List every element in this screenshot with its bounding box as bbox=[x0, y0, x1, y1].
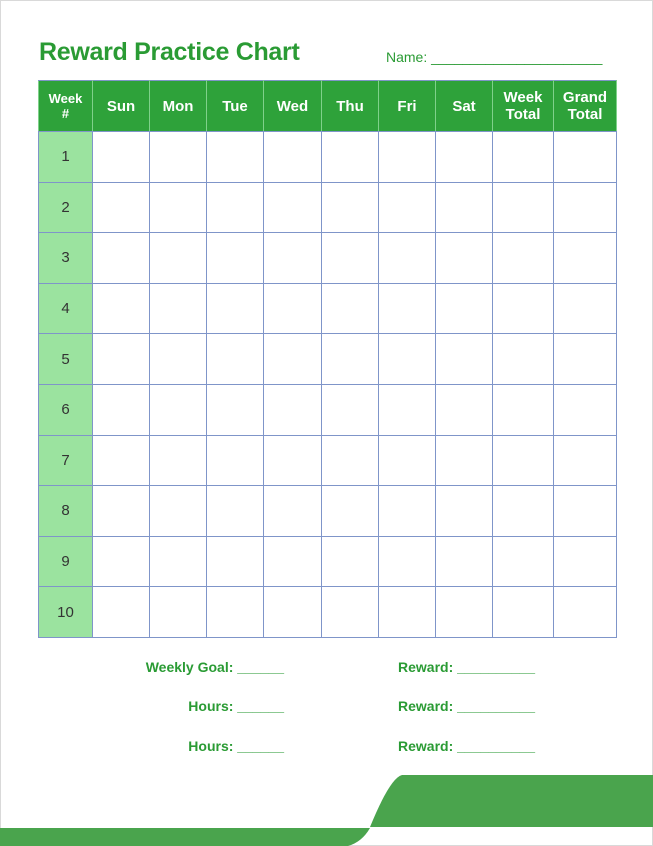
header-week-number bbox=[39, 81, 93, 132]
header-fri: Fri bbox=[379, 81, 436, 132]
entry-cell[interactable] bbox=[264, 435, 322, 486]
header-week-total-bottom: Total bbox=[505, 106, 541, 123]
header-grand-total-top: Grand bbox=[562, 89, 608, 106]
entry-cell[interactable] bbox=[436, 384, 493, 435]
table-row bbox=[39, 384, 617, 435]
week-number-cell: 10 bbox=[39, 587, 93, 638]
entry-cell[interactable] bbox=[264, 182, 322, 233]
entry-cell[interactable] bbox=[379, 283, 436, 334]
entry-cell[interactable] bbox=[93, 384, 150, 435]
hours-field-2[interactable]: Hours: ______ bbox=[188, 738, 284, 754]
entry-cell[interactable] bbox=[264, 132, 322, 183]
header-thu: Thu bbox=[322, 81, 379, 132]
entry-cell[interactable] bbox=[150, 233, 207, 284]
entry-cell[interactable] bbox=[93, 435, 150, 486]
entry-cell[interactable] bbox=[150, 536, 207, 587]
header-row bbox=[39, 81, 617, 132]
name-field[interactable]: Name: ______________________ bbox=[386, 49, 603, 65]
entry-cell[interactable] bbox=[322, 384, 379, 435]
wave-upper-shape bbox=[370, 775, 653, 827]
entry-cell[interactable] bbox=[207, 182, 264, 233]
entry-cell[interactable] bbox=[264, 233, 322, 284]
header-sat: Sat bbox=[436, 81, 493, 132]
entry-cell[interactable] bbox=[554, 233, 617, 284]
entry-cell[interactable] bbox=[93, 283, 150, 334]
entry-cell[interactable] bbox=[436, 283, 493, 334]
entry-cell[interactable] bbox=[322, 233, 379, 284]
entry-cell[interactable] bbox=[379, 486, 436, 537]
entry-cell[interactable] bbox=[93, 587, 150, 638]
entry-cell[interactable] bbox=[379, 435, 436, 486]
week-number-cell: 9 bbox=[39, 536, 93, 587]
header-week-bottom: # bbox=[61, 106, 70, 121]
header-wed: Wed bbox=[264, 81, 322, 132]
entry-cell[interactable] bbox=[554, 435, 617, 486]
entry-cell[interactable] bbox=[207, 486, 264, 537]
header-sun: Sun bbox=[93, 81, 150, 132]
page-title: Reward Practice Chart bbox=[39, 38, 300, 66]
entry-cell[interactable] bbox=[150, 384, 207, 435]
header-week-top: Week bbox=[48, 91, 83, 106]
header-grand-total-bottom: Total bbox=[567, 106, 603, 123]
entry-cell[interactable] bbox=[436, 587, 493, 638]
entry-cell[interactable] bbox=[322, 536, 379, 587]
entry-cell[interactable] bbox=[93, 334, 150, 385]
entry-cell[interactable] bbox=[436, 132, 493, 183]
reward-field-3[interactable]: Reward: __________ bbox=[398, 738, 535, 754]
entry-cell[interactable] bbox=[207, 384, 264, 435]
header-mon: Mon bbox=[150, 81, 207, 132]
entry-cell[interactable] bbox=[322, 182, 379, 233]
entry-cell[interactable] bbox=[322, 486, 379, 537]
entry-cell[interactable] bbox=[554, 132, 617, 183]
entry-cell[interactable] bbox=[493, 435, 554, 486]
entry-cell[interactable] bbox=[150, 435, 207, 486]
table-row bbox=[39, 435, 617, 486]
entry-cell[interactable] bbox=[379, 384, 436, 435]
entry-cell[interactable] bbox=[436, 536, 493, 587]
entry-cell[interactable] bbox=[264, 334, 322, 385]
week-number-cell: 7 bbox=[39, 435, 93, 486]
header-week-total-top: Week bbox=[503, 89, 543, 106]
weekly-goal-field[interactable]: Weekly Goal: ______ bbox=[145, 659, 284, 675]
table-row bbox=[39, 334, 617, 385]
entry-cell[interactable] bbox=[436, 182, 493, 233]
entry-cell[interactable] bbox=[554, 384, 617, 435]
entry-cell[interactable] bbox=[207, 233, 264, 284]
entry-cell[interactable] bbox=[554, 283, 617, 334]
entry-cell[interactable] bbox=[436, 334, 493, 385]
entry-cell[interactable] bbox=[554, 536, 617, 587]
entry-cell[interactable] bbox=[493, 233, 554, 284]
entry-cell[interactable] bbox=[436, 233, 493, 284]
entry-cell[interactable] bbox=[322, 587, 379, 638]
table-row bbox=[39, 132, 617, 183]
week-number-cell: 8 bbox=[39, 486, 93, 537]
week-number-cell: 5 bbox=[39, 334, 93, 385]
table-row bbox=[39, 283, 617, 334]
practice-chart-table bbox=[38, 80, 617, 638]
entry-cell[interactable] bbox=[150, 486, 207, 537]
entry-cell[interactable] bbox=[264, 587, 322, 638]
entry-cell[interactable] bbox=[493, 587, 554, 638]
entry-cell[interactable] bbox=[150, 283, 207, 334]
entry-cell[interactable] bbox=[493, 334, 554, 385]
entry-cell[interactable] bbox=[150, 182, 207, 233]
table-row bbox=[39, 233, 617, 284]
entry-cell[interactable] bbox=[379, 182, 436, 233]
entry-cell[interactable] bbox=[554, 486, 617, 537]
entry-cell[interactable] bbox=[493, 384, 554, 435]
footer-wave-decoration bbox=[0, 770, 653, 846]
entry-cell[interactable] bbox=[493, 283, 554, 334]
entry-cell[interactable] bbox=[93, 132, 150, 183]
entry-cell[interactable] bbox=[264, 536, 322, 587]
entry-cell[interactable] bbox=[379, 132, 436, 183]
entry-cell[interactable] bbox=[207, 536, 264, 587]
entry-cell[interactable] bbox=[493, 536, 554, 587]
table-row bbox=[39, 486, 617, 537]
entry-cell[interactable] bbox=[264, 283, 322, 334]
table-row bbox=[39, 182, 617, 233]
entry-cell[interactable] bbox=[207, 283, 264, 334]
entry-cell[interactable] bbox=[207, 587, 264, 638]
entry-cell[interactable] bbox=[93, 536, 150, 587]
wave-lower-band bbox=[0, 828, 370, 846]
entry-cell[interactable] bbox=[436, 486, 493, 537]
entry-cell[interactable] bbox=[554, 587, 617, 638]
week-number-cell: 4 bbox=[39, 283, 93, 334]
entry-cell[interactable] bbox=[493, 132, 554, 183]
table-row bbox=[39, 587, 617, 638]
entry-cell[interactable] bbox=[554, 182, 617, 233]
entry-cell[interactable] bbox=[379, 334, 436, 385]
entry-cell[interactable] bbox=[264, 384, 322, 435]
entry-cell[interactable] bbox=[322, 334, 379, 385]
entry-cell[interactable] bbox=[493, 486, 554, 537]
week-number-cell: 6 bbox=[39, 384, 93, 435]
entry-cell[interactable] bbox=[493, 182, 554, 233]
reward-field-1[interactable]: Reward: __________ bbox=[398, 659, 535, 675]
entry-cell[interactable] bbox=[93, 486, 150, 537]
table-row bbox=[39, 536, 617, 587]
entry-cell[interactable] bbox=[150, 334, 207, 385]
chart-body bbox=[39, 132, 617, 638]
header-week-total bbox=[493, 81, 554, 132]
entry-cell[interactable] bbox=[554, 334, 617, 385]
entry-cell[interactable] bbox=[207, 435, 264, 486]
hours-field-1[interactable]: Hours: ______ bbox=[188, 698, 284, 714]
entry-cell[interactable] bbox=[322, 132, 379, 183]
entry-cell[interactable] bbox=[207, 132, 264, 183]
entry-cell[interactable] bbox=[150, 132, 207, 183]
entry-cell[interactable] bbox=[93, 233, 150, 284]
header-tue: Tue bbox=[207, 81, 264, 132]
entry-cell[interactable] bbox=[150, 587, 207, 638]
entry-cell[interactable] bbox=[264, 486, 322, 537]
week-number-cell: 2 bbox=[39, 182, 93, 233]
entry-cell[interactable] bbox=[322, 435, 379, 486]
week-number-cell: 3 bbox=[39, 233, 93, 284]
entry-cell[interactable] bbox=[93, 182, 150, 233]
reward-field-2[interactable]: Reward: __________ bbox=[398, 698, 535, 714]
entry-cell[interactable] bbox=[379, 587, 436, 638]
entry-cell[interactable] bbox=[207, 334, 264, 385]
entry-cell[interactable] bbox=[322, 283, 379, 334]
entry-cell[interactable] bbox=[379, 233, 436, 284]
week-number-cell: 1 bbox=[39, 132, 93, 183]
header-grand-total bbox=[554, 81, 617, 132]
entry-cell[interactable] bbox=[379, 536, 436, 587]
entry-cell[interactable] bbox=[436, 435, 493, 486]
